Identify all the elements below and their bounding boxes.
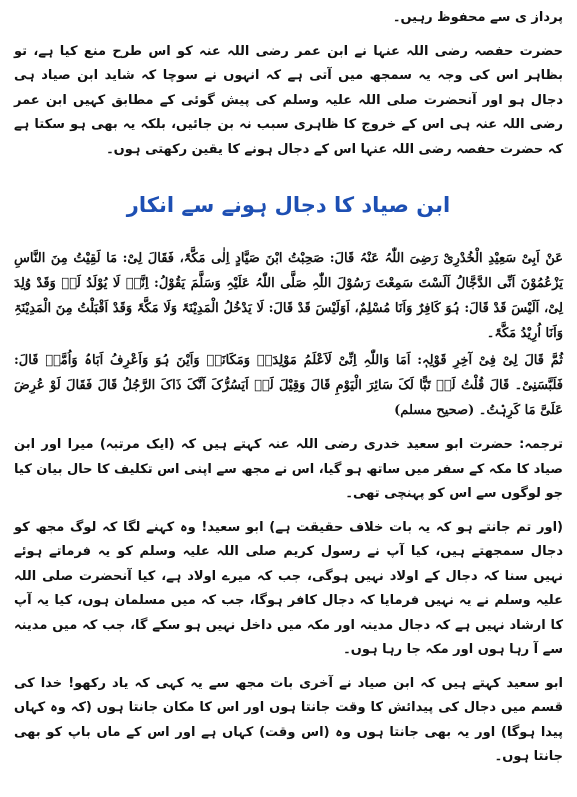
- section-heading: ابن صیاد کا دجال ہونے سے انکار: [126, 193, 451, 217]
- hadith-arabic-part2: ثُمَّ قَالَ لِیْ فِیْ آخِرِ قَوْلِہٖ: اَمَا وَاللّٰہِ اِنِّیْ لَاَعْلَمُ مَوْلِدَہٗ وَمَکَانَہٗ وَاَیْنَ ہُوَ وَاَعْرِفُ اَبَاہُ وَاُمَّہٗ قَالَ: فَلَبَّسَنِیْ۔ قَالَ قُلْتُ لَہٗ تَبًّا لَکَ سَائِرَ الْیَوْمِ قَالَ وَقِیْلَ لَہٗ اَیَسُرُّکَ اَنَّکَ ذَاکَ الرَّجُلُ قَالَ فَقَالَ لَوْ عُرِضَ عَلَیَّ مَا کَرِہْتُ۔ (صحیح مسلم): [14, 353, 563, 418]
- intro-tail-text: پرداز ی سے محفوظ رہیں۔: [392, 10, 563, 25]
- translation-block: [14, 433, 563, 770]
- hadith-arabic-part1: عَنْ اَبِیْ سَعِیْدِ الْخُدْرِیْ رَضِیَ اللّٰہُ عَنْہُ قَالَ: صَحِبْتُ ابْنَ صَیَّادٍ اِلٰی مَکَّۃَ، فَقَالَ لِیْ: مَا لَقِیْتُ مِنَ النَّاسِ یَزْعُمُوْنَ اَنِّی الدَّجَّالُ اَلَسْتَ سَمِعْتَ رَسُوْلَ اللّٰہِ صَلَّی اللّٰہُ عَلَیْہِ وَسَلَّمَ یَقُوْلُ: اِنَّہٗ لَا یُوْلَدُ لَہٗ وَقَدْ وُلِدَ لِیْ، اَلَیْسَ قَدْ قَالَ: ہُوَ کَافِرٌ وَاَنَا مُسْلِمٌ، اَوَلَیْسَ قَدْ قَالَ: لَا یَدْخُلُ الْمَدِیْنَۃَ وَلَا مَکَّۃَ وَقَدْ اَقْبَلْتُ مِنَ الْمَدِیْنَۃِ وَاَنَا اُرِیْدُ مَکَّۃَ۔: [14, 251, 563, 341]
- translation-note: (اور تم جانتے ہو کہ یہ بات خلاف حقیقت ہے) ابو سعید!: [201, 519, 563, 535]
- translation-paragraph-1: ترجمہ: حضرت ابو سعید خدری رضی اللہ عنہ کہتے ہیں کہ (ایک مرتبہ) میرا اور ابن صیاد کا مکہ کے سفر میں ساتھ ہو گیا، اس نے مجھ سے اپنی اس تکلیف کا حال بیان کیا جو لوگوں سے اس کو پہنچی تھی۔: [14, 437, 563, 501]
- translation-body: وہ کہنے لگا کہ لوگ مجھ کو دجال سمجھتے ہیں، کیا آپ نے رسول کریم صلی اللہ علیہ وسلم کو یہ فرماتے ہوئے نہیں سنا کہ دجال کے اولاد نہیں ہوگی، جب کہ میرے اولاد ہے، کیا آنحضرت صلی اللہ علیہ وسلم نے یہ نہیں فرمایا کہ دجال کافر ہوگا، جب کہ میں مسلمان ہوں، کیا یہ آپ کا ارشاد نہیں ہے کہ دجال مدینہ اور مکہ میں داخل نہیں ہو سکے گا، جب کہ میں مدینہ سے آ رہا ہوں اور مکہ جا رہا ہوں۔: [14, 519, 563, 657]
- hafsa-paragraph: حضرت حفصہ رضی اللہ عنہا نے ابن عمر رضی اللہ عنہ کو اس طرح منع کیا ہے، تو بظاہر اس کی وجہ یہ سمجھ میں آتی ہے کہ انہوں نے سوچا کہ شاید ابن صیاد ہی دجال ہو اور آنحضرت صلی اللہ علیہ وسلم کی پیش گوئی کے مطابق کہیں ابن عمر رضی اللہ عنہ ہی اس کے خروج کا ظاہری سبب نہ بن جائیں، بلکہ یہ بھی ہو سکتا ہے کہ حضرت حفصہ رضی اللہ عنہا اس کے دجال ہونے کا یقین رکھتی ہوں۔: [14, 43, 563, 157]
- translation-paragraph-2: [14, 516, 563, 663]
- translation-paragraph-3: ابو سعید کہتے ہیں کہ ابن صیاد نے آخری بات مجھ سے یہ کہی کہ یاد رکھو! خدا کی قسم میں دجال کی پیدائش کا وقت جانتا ہوں اور اس کا مکان جانتا ہوں (کہ وہ کہاں پیدا ہوگا) اور یہ بھی جانتا ہوں وہ (اس وقت) کہاں ہے اور اس کے ماں باپ کو بھی جانتا ہوں۔: [14, 675, 563, 764]
